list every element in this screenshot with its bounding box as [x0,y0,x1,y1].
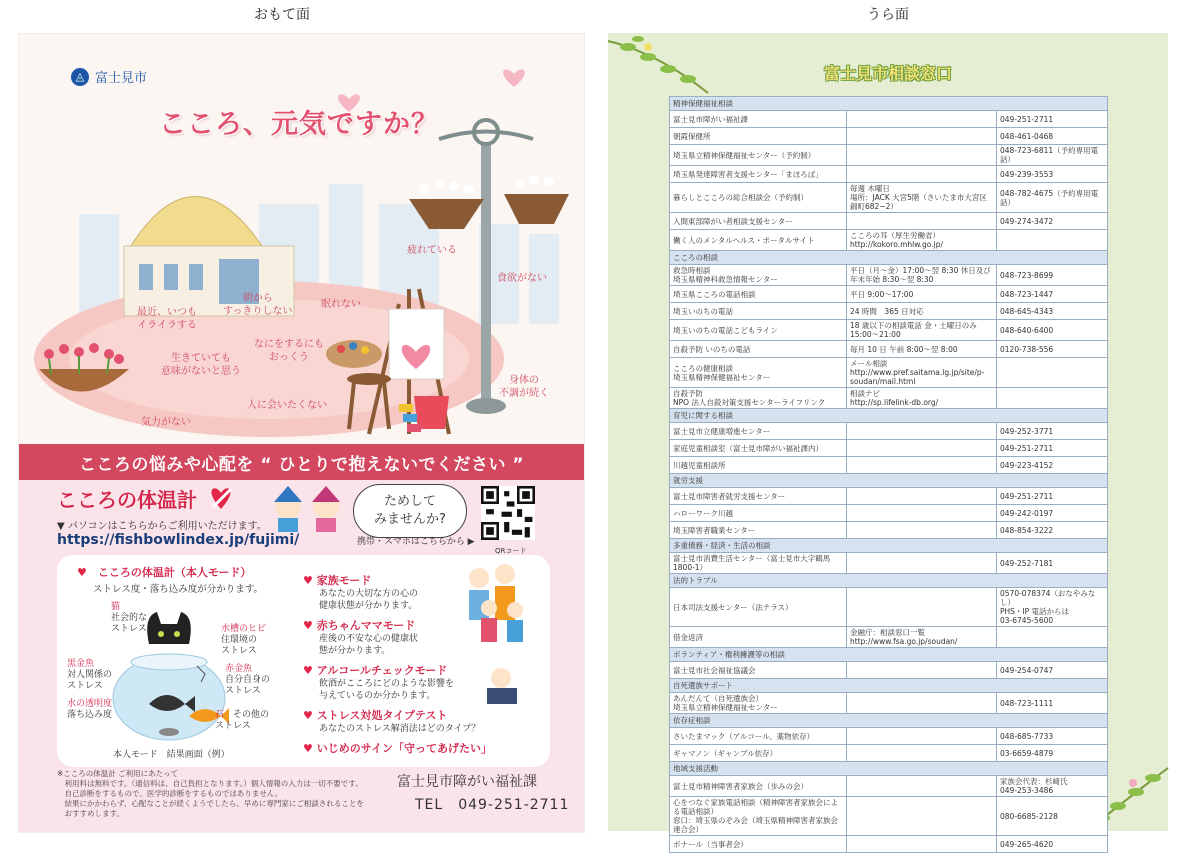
table-row [670,627,1108,648]
org-phone: 049-239-3553 [997,166,1108,183]
org-detail [847,166,997,183]
tank-label-crack: 水槽のヒビ 住環境の ストレス [221,624,267,656]
table-row [670,693,1108,714]
org-detail [847,457,997,474]
table-row [670,166,1108,183]
org-detail [847,836,997,853]
org-phone: 049-251-2711 [997,488,1108,505]
org-name: 暮らしとこころの総合相談会（予約制） [670,183,847,213]
table-row [670,662,1108,679]
table-row [670,145,1108,166]
table-row [670,797,1108,836]
table-row [670,286,1108,303]
category-label: 依存症相談 [670,714,1108,728]
org-name: ハローワーク川越 [670,505,847,522]
tank-label-black-fish: 黒金魚 対人関係の ストレス [67,659,113,691]
org-name: ギャマノン（ギャンブル依存） [670,745,847,762]
table-row [670,836,1108,853]
org-phone: 048-640-6400 [997,320,1108,341]
org-phone: 048-854-3222 [997,522,1108,539]
category-label: 多重債務・経済・生活の相談 [670,539,1108,553]
mode-desc: 産後の不安な心の健康状 態が分かります。 [319,634,419,656]
mode-desc: 飲酒がこころにどのような影響を 与えているのか分かります。 [319,679,455,701]
table-row [670,265,1108,286]
tank-label-cat: 猫 社会的な ストレス [111,602,148,634]
table-row [670,505,1108,522]
org-name: 富士見市社会福祉協議会 [670,662,847,679]
org-phone: 048-461-0468 [997,128,1108,145]
department-phone: TEL 049-251-2711 [415,797,570,813]
table-row [670,522,1108,539]
org-name: ボナール（当事者会） [670,836,847,853]
org-phone: 049-223-4152 [997,457,1108,474]
back-title: 富士見市相談窓口 [823,64,952,83]
org-phone: 049-251-2711 [997,111,1108,128]
mode-title: ♥ 家族モード [303,574,372,587]
category-label: 就労支援 [670,474,1108,488]
org-detail [847,423,997,440]
org-detail: 18 歳以下の相談電話 金・土曜日のみ 15:00〜21:00 [847,320,997,341]
org-phone [997,230,1108,251]
org-phone [997,627,1108,648]
main-mode-desc: ストレス度・落ち込み度が分かります。 [93,584,263,595]
front-page [18,33,585,833]
pc-note: ▼ パソコンはこちらからご利用いただけます。 [57,521,267,532]
org-name: 川越児童相談所 [670,457,847,474]
org-detail [847,553,997,574]
org-detail: メール相談 http://www.pref.saitama.lg.jp/site/p-soudan/mail.html [847,358,997,388]
feeling-label: 身体の 不調が続く [499,375,549,399]
org-name: 富士見市消費生活センター（富士見市大字鶴馬 1800-1） [670,553,847,574]
back-page [608,33,1168,849]
org-detail [847,505,997,522]
org-detail: 毎月 10 日 午前 8:00〜翌 8:00 [847,341,997,358]
mode-desc: あなたの大切な方の心の 健康状態が分かります。 [319,589,419,611]
tank-label-water: 水の透明度 落ち込み度 [67,699,113,720]
feeling-label: 人に会いたくない [247,400,327,411]
table-row [670,213,1108,230]
org-name: 富士見市障害者就労支援センター [670,488,847,505]
org-phone: 0570-078374（おなやみなし） PHS・IP 電話からは 03-6745-5600 [997,588,1108,627]
tank-label-red-fish: 赤金魚 自分自身の ストレス [225,664,271,696]
mode-title: ♥ アルコールチェックモード [303,664,448,677]
table-row [670,111,1108,128]
feeling-label: 生きていても 意味がないと思う [161,353,241,377]
mode-title: ♥ ストレス対処タイプテスト [303,709,448,722]
org-phone: 048-723-6811（予約専用電話） [997,145,1108,166]
org-detail [847,797,997,836]
org-phone: 049-254-0747 [997,662,1108,679]
org-phone [997,388,1108,409]
org-detail: 金融庁：相談窓口一覧 http://www.fsa.go.jp/soudan/ [847,627,997,648]
result-caption: 本人モード 結果画面（例） [113,750,230,760]
category-label: 法的トラブル [670,574,1108,588]
org-name: 埼玉県こころの電話相談 [670,286,847,303]
front-side-label: おもて面 [254,7,310,23]
org-name: 日本司法支援センター（法テラス） [670,588,847,627]
org-detail [847,111,997,128]
try-it-text: ためして みませんか? [374,494,446,527]
org-name: こころの健康相談 埼玉県精神保健福祉センター [670,358,847,388]
org-name: さいたまマック（アルコール、薬物依存） [670,728,847,745]
category-label: 精神保健福祉相談 [670,97,1108,111]
org-name: 自殺予防 いのちの電話 [670,341,847,358]
table-row [670,488,1108,505]
feeling-label: 食欲がない [497,273,547,284]
org-phone: 048-723-1111 [997,693,1108,714]
qr-code[interactable] [481,486,535,540]
table-row [670,728,1108,745]
children-illustration [264,484,352,532]
org-detail [847,693,997,714]
category-label: 地域支援活動 [670,762,1108,776]
org-name: 埼玉県立精神保健福祉センター（予約制） [670,145,847,166]
org-detail [847,662,997,679]
org-name: 埼玉いのちの電話 [670,303,847,320]
org-name: 朝霞保健所 [670,128,847,145]
try-it-bubble [353,484,467,538]
feeling-label: 朝から すっきりしない [223,293,293,317]
category-row [670,251,1108,265]
city-name: 富士見市 [95,71,148,86]
mode-item [303,707,503,735]
org-detail [847,128,997,145]
table-row [670,303,1108,320]
category-row [670,97,1108,111]
table-row [670,320,1108,341]
category-row [670,762,1108,776]
table-row [670,388,1108,409]
feeling-label: 気力がない [141,417,191,428]
org-detail [847,588,997,627]
org-phone [997,358,1108,388]
org-name: 富士見市障がい福祉課 [670,111,847,128]
org-phone: 048-723-8699 [997,265,1108,286]
department-name: 富士見市障がい福祉課 [397,774,537,790]
org-detail: 平日 9:00〜17:00 [847,286,997,303]
table-row [670,440,1108,457]
org-phone: 049-251-2711 [997,440,1108,457]
org-phone: 049-274-3472 [997,213,1108,230]
table-row [670,745,1108,762]
category-row [670,574,1108,588]
org-name: 働く人のメンタルヘルス・ポータルサイト [670,230,847,251]
family-illustration [459,560,539,710]
mode-item [303,740,503,756]
org-phone: 048-782-4675（予約専用電話） [997,183,1108,213]
org-detail: 毎週 木曜日 場所：JACK 大宮5階（さいたま市大宮区錦町682−2） [847,183,997,213]
heart-thermometer-icon [203,483,239,513]
category-row [670,474,1108,488]
category-row [670,648,1108,662]
qr-label: QRコード [495,547,527,555]
category-label: ボランティア・権利擁護等の相談 [670,648,1108,662]
org-detail: 平日（月〜金）17:00〜翌 8:30 休日及び年末年始 8:30〜翌 8:30 [847,265,997,286]
mobile-note: 携帯・スマホはこちらから ▶ [357,537,475,547]
org-detail: こころの耳（厚生労働省）http://kokoro.mhlw.go.jp/ [847,230,997,251]
org-phone: 048-645-4343 [997,303,1108,320]
org-phone: 家族会代表：杉崎氏 049-253-3486 [997,776,1108,797]
table-row [670,183,1108,213]
page-title: こころ、元気ですか？ [159,109,439,140]
org-detail [847,440,997,457]
org-detail [847,728,997,745]
table-row [670,423,1108,440]
org-name: あんだんて（自死遺族会） 埼玉県立精神保健福祉センター [670,693,847,714]
category-row [670,714,1108,728]
main-mode-title: ♥ こころの体温計（本人モード） [77,566,252,579]
org-name: 埼玉いのちの電話こどもライン [670,320,847,341]
org-detail [847,776,997,797]
mode-title: ♥ 赤ちゃんママモード [303,619,416,632]
table-row [670,588,1108,627]
banner: こころの悩みや心配を “ ひとりで抱えないでください ” [19,444,584,480]
org-phone: 049-242-0197 [997,505,1108,522]
city-logo [71,67,147,86]
feeling-label: なにをするにも おっくう [254,339,324,363]
mode-title: ♥ いじめのサイン「守ってあげたい」 [303,742,492,755]
org-detail [847,213,997,230]
org-detail [847,145,997,166]
category-label: 自死遺族サポート [670,679,1108,693]
table-row [670,553,1108,574]
org-name: 埼玉障害者職業センター [670,522,847,539]
org-phone: 0120-738-556 [997,341,1108,358]
table-row [670,341,1108,358]
back-side-label: うら面 [867,7,909,23]
table-row [670,457,1108,474]
org-name: 富士見市精神障害者家族会（歩みの会） [670,776,847,797]
feeling-label: 眠れない [321,299,361,310]
tank-label-stone: 石 その他の ストレス [215,710,270,731]
org-detail [847,745,997,762]
consultation-table [669,96,1108,853]
city-emblem-icon: ◬ [71,68,89,86]
thermometer-title: こころの体温計 [57,488,197,512]
org-detail [847,488,997,505]
org-detail: 相談ナビ http://sp.lifelink-db.org/ [847,388,997,409]
org-name: 借金返済 [670,627,847,648]
org-phone: 049-265-4620 [997,836,1108,853]
feeling-label: 最近、いつも イライラする [137,307,197,331]
feeling-label: 疲れている [407,245,457,256]
category-row [670,539,1108,553]
mode-desc: あなたのストレス解消法はどのタイプ？ [319,724,481,734]
table-row [670,230,1108,251]
org-phone: 080-6685-2128 [997,797,1108,836]
usage-note: ※こころの体温計 ご利用にあたって 利用料は無料です。（通信料は、自己負担となります。）個人情報の入力は一切不要です。 自己診断をするもので、医学的診断をするものではありません。 結果にかかわらず、心配なことが続くようでしたら、早めに専門家にご相談されることを おすすめします。 [57,769,364,818]
org-name: 家庭児童相談室（富士見市障がい福祉課内） [670,440,847,457]
category-label: 育児に関する相談 [670,409,1108,423]
category-row [670,409,1108,423]
table-row [670,128,1108,145]
org-name: 自殺予防 NPO 法人自殺対策支援センターライフリンク [670,388,847,409]
thermometer-url-link[interactable]: https://fishbowlindex.jp/fujimi/ [57,532,300,548]
table-row [670,776,1108,797]
category-label: こころの相談 [670,251,1108,265]
org-detail [847,522,997,539]
org-name: 入間東部障がい者相談支援センター [670,213,847,230]
org-phone: 048-685-7733 [997,728,1108,745]
table-row [670,358,1108,388]
org-name: 心をつなぐ家族電話相談（精神障害者家族会による電話相談） 窓口：埼玉県のぞみ会（埼玉県精神障害者家族会連合会） [670,797,847,836]
org-name: 富士見市立健康増進センター [670,423,847,440]
org-phone: 049-252-3771 [997,423,1108,440]
org-name: 救急時相談 埼玉県精神科救急情報センター [670,265,847,286]
category-row [670,679,1108,693]
org-phone: 048-723-1447 [997,286,1108,303]
org-detail: 24 時間 365 日対応 [847,303,997,320]
org-phone: 049-252-7181 [997,553,1108,574]
org-phone: 03-6659-4879 [997,745,1108,762]
org-name: 埼玉県発達障害者支援センター「まほろば」 [670,166,847,183]
